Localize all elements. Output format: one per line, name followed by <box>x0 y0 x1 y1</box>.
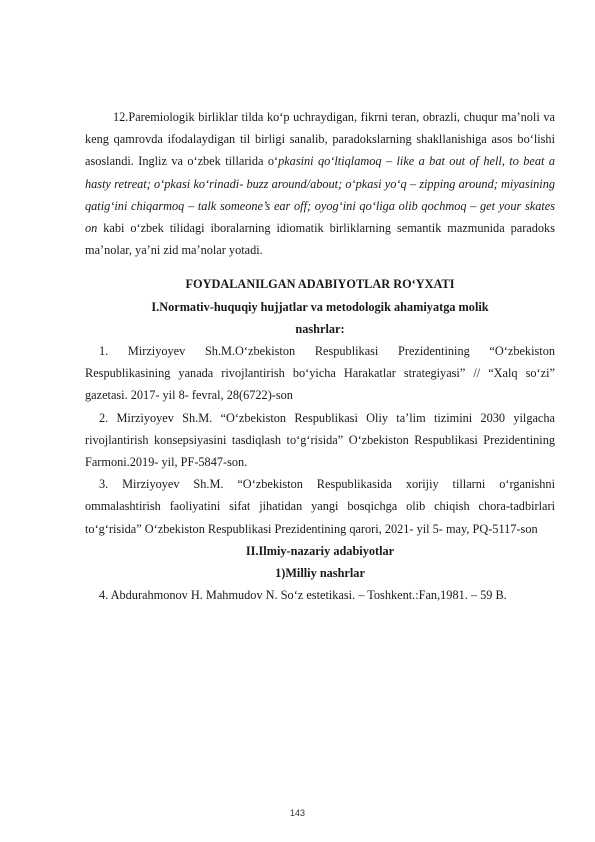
paragraph-text-end: kabi o‘zbek tilidagi iboralarning idiomatik birliklarning semantik mazmunida paradoks ma’nolar, ya’ni zid ma’nolar yotadi. <box>85 221 555 258</box>
subsection-heading-national: 1)Milliy nashrlar <box>275 566 365 581</box>
paragraph-examples: pkasini qo‘ltiqlamoq – like a bat out of hell, to beat a hasty retreat; o‘pkasi ko‘rinadi- buzz around/about; o‘pkasi yo‘q – zipping around; miyasining qatig‘ini chiqarmoq – talk someone’s ear off; oyog‘ini qo‘liga olib qochmoq – get your skates on <box>85 154 555 236</box>
reference-item-1: 1. Mirziyoyev Sh.M.O‘zbekiston Respublikasi Prezidentining “O‘zbekiston Respublikasining yanada rivojlantirish bo‘yicha Harakatlar strategiyasi” // “Xalq so‘zi” gazetasi. 2017- yil 8- fevral, 28(6722)-son <box>85 344 555 403</box>
reference-item-3: 3. Mirziyoyev Sh.M. “O‘zbekiston Respublikasida xorijiy tillarni o‘rganishni ommalashtirish faoliyatini sifat jihatidan yangi bosqichga olib chiqish chora-tadbirlari to‘g‘risida” O‘zbekiston Respublikasi Prezidentining qarori, 2021- yil 5- may, PQ-5117-son <box>85 477 555 536</box>
paragraph-text-start: 12.Paremiologik birliklar tilda ko‘p uchraydigan, fikrni teran, obrazli, chuqur ma’noli va keng qamrovda ifodalaydigan til birligi sanalib, paradokslarning shakllanishiga asos bo‘lishi asoslandi. Ingliz va o‘zbek tillarida o‘ <box>85 110 555 169</box>
section-heading-normative: I.Normativ-huquqiy hujjatlar va metodologik ahamiyatga molik <box>151 299 489 314</box>
page-number: 143 <box>289 808 306 818</box>
reference-item-4: 4. Abdurahmonov H. Mahmudov N. So‘z estetikasi. – Toshkent.:Fan,1981. – 59 B. <box>99 588 507 603</box>
reference-item-2: 2. Mirziyoyev Sh.M. “O‘zbekiston Respublikasi Oliy ta’lim tizimini 2030 yilgacha rivojlantirish konsepsiyasini tasdiqlash to‘g‘risida” O‘zbekiston Respublikasi Prezidentining Farmoni.2019- yil, PF-5847-son. <box>85 410 555 470</box>
bibliography-heading: FOYDALANILGAN ADABIYOTLAR RO‘YXATI <box>185 277 455 292</box>
page-content <box>85 106 555 606</box>
body-paragraph <box>85 106 555 261</box>
section-heading-scientific: II.Ilmiy-nazariy adabiyotlar <box>245 543 395 558</box>
section-heading-normative-cont: nashrlar: <box>295 321 345 336</box>
